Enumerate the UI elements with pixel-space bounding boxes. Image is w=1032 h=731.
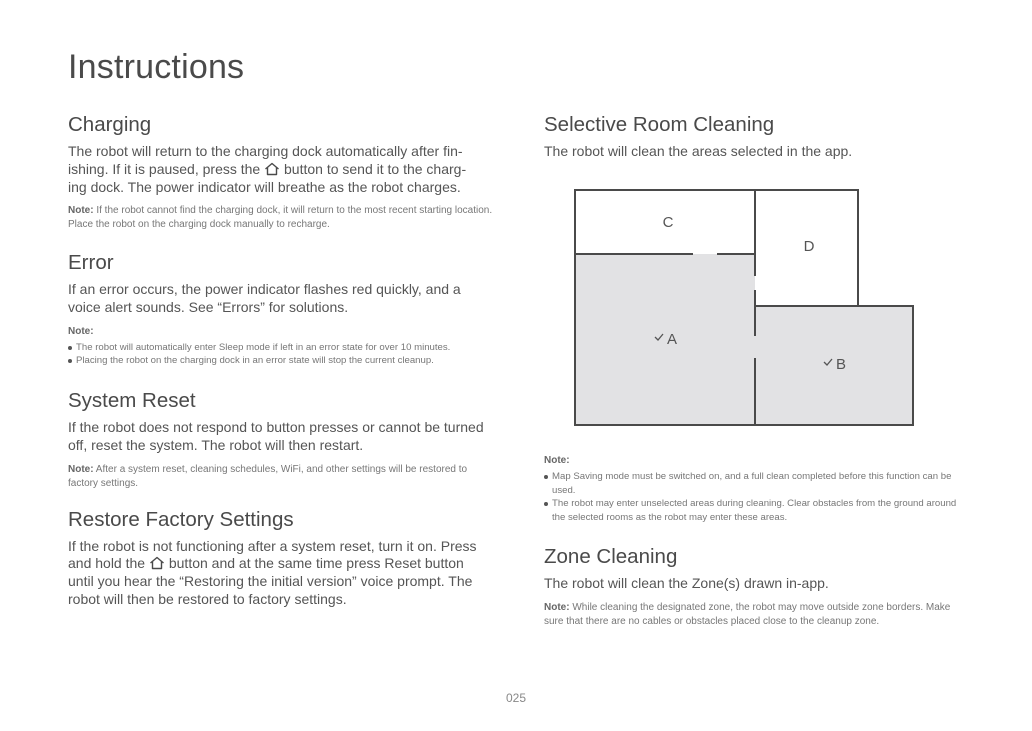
home-icon: [149, 556, 165, 570]
zone-note-text: While cleaning the designated zone, the robot may move outside zone borders. Make sure that there are no cables or obstacles placed close to the cleanup zone.: [544, 601, 951, 627]
charging-text: [68, 143, 493, 196]
page-number: 025: [505, 691, 527, 705]
restore-text-line-2a: and hold the: [68, 555, 146, 572]
zone-section: [544, 544, 969, 629]
error-section: [68, 250, 493, 368]
zone-heading: Zone Cleaning: [544, 545, 678, 568]
error-text: If an error occurs, the power indicator flashes red quickly, and a voice alert sounds. See “Errors” for solutions.: [68, 281, 461, 316]
system-reset-section: [68, 388, 493, 491]
error-note-item: Placing the robot on the charging dock in an error state will stop the current cleanup.: [68, 354, 493, 368]
error-note-list: [68, 341, 493, 368]
selective-note-label: Note:: [544, 455, 570, 466]
system-reset-note-text: After a system reset, cleaning schedules, WiFi, and other settings will be restored to factory settings.: [68, 463, 468, 489]
error-note-label: Note:: [68, 325, 94, 337]
system-reset-text: If the robot does not respond to button presses or cannot be turned off, reset the system. The robot will then restart.: [68, 418, 484, 453]
restore-section: [68, 507, 493, 609]
charging-text-line-1: The robot will return to the charging dock automatically after fin-: [68, 143, 463, 159]
selective-note-item: Map Saving mode must be switched on, and a full clean completed before this function can be used.: [544, 470, 969, 497]
restore-heading: Restore Factory Settings: [68, 507, 294, 531]
selective-note-item: The robot may enter unselected areas during cleaning. Clear obstacles from the ground around the selected rooms as the robot may enter these areas.: [544, 497, 969, 524]
charging-note-label: Note:: [68, 205, 94, 217]
room-b-fill: [755, 306, 913, 425]
charging-section: [68, 112, 493, 232]
left-column: [68, 112, 493, 609]
selective-note-section: [544, 454, 969, 524]
room-a-label: A: [667, 331, 678, 348]
charging-text-line-2b: button to send it to the charg-: [284, 160, 467, 177]
error-note-item: The robot will automatically enter Sleep mode if left in an error state for over 10 minutes.: [68, 341, 493, 355]
room-d-label: D: [803, 238, 815, 255]
room-b-label: B: [836, 356, 847, 373]
error-heading: Error: [68, 251, 114, 275]
right-column: [544, 112, 969, 627]
system-reset-note-label: Note:: [68, 463, 94, 475]
room-c-label: C: [662, 214, 674, 231]
restore-text-line-3: until you hear the “Restoring the initial version” voice prompt. The robot will then be restored to factory settings.: [68, 573, 473, 607]
charging-heading: Charging: [68, 113, 152, 136]
restore-text-line-1: If the robot is not functioning after a system reset, turn it on. Press: [68, 537, 477, 554]
charging-text-line-3: ing dock. The power indicator will breathe as the robot charges.: [68, 178, 461, 195]
zone-text: The robot will clean the Zone(s) drawn in-app.: [544, 575, 829, 591]
system-reset-note: [68, 463, 493, 491]
selective-note-list: [544, 470, 969, 524]
home-icon: [264, 162, 280, 176]
page-title: Instructions: [68, 48, 245, 86]
charging-note: [68, 204, 493, 232]
room-a-fill: [575, 254, 755, 425]
zone-note-label: Note:: [544, 601, 570, 613]
room-map: [570, 186, 920, 431]
restore-text: [68, 538, 493, 609]
selective-heading: Selective Room Cleaning: [544, 113, 775, 136]
charging-note-text: If the robot cannot find the charging dock, it will return to the most recent starting location. Place the robot on the charging dock manually to recharge.: [68, 205, 493, 231]
restore-text-line-2b: button and at the same time press Reset button: [168, 555, 464, 572]
selective-section: [544, 112, 969, 161]
system-reset-heading: System Reset: [68, 388, 196, 412]
charging-text-line-2a: ishing. If it is paused, press the: [68, 160, 261, 177]
zone-note: [544, 601, 969, 629]
selective-text: The robot will clean the areas selected in the app.: [544, 143, 853, 159]
